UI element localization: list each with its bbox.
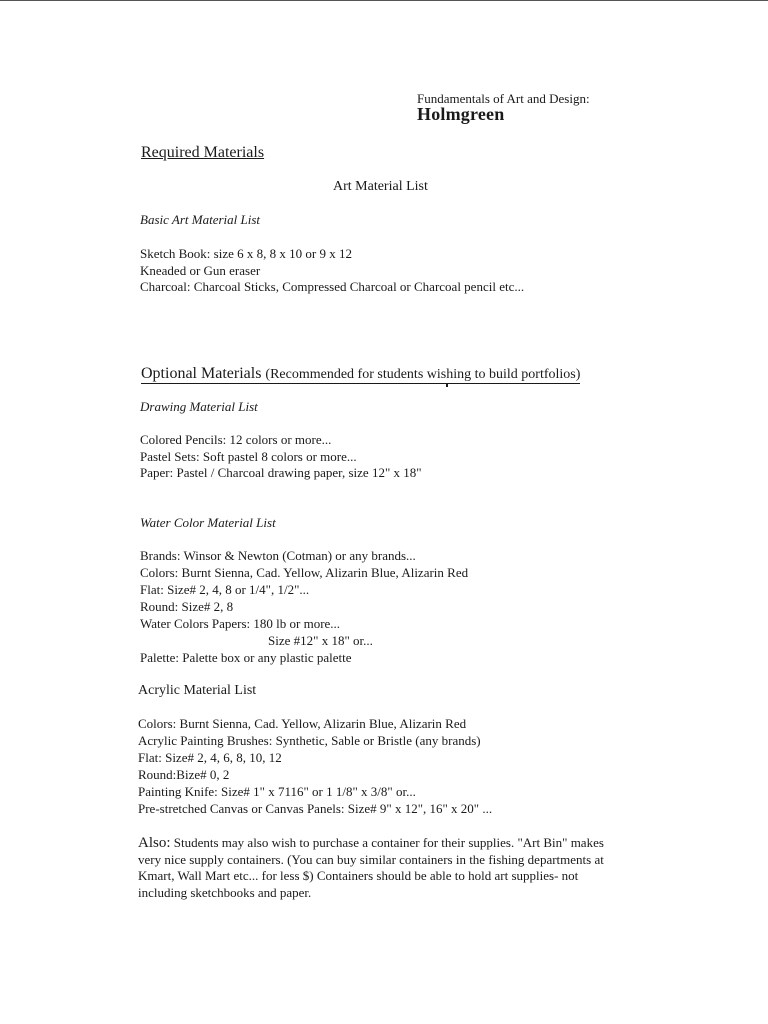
basic-list-heading: Basic Art Material List: [140, 212, 261, 227]
list-item: Round:Bize# 0, 2: [138, 767, 230, 782]
art-material-list-title: Art Material List: [333, 179, 428, 194]
stray-mark: [446, 384, 448, 387]
also-paragraph: [138, 835, 618, 901]
also-lead: Also:: [138, 835, 171, 851]
optional-title: Optional Materials: [141, 365, 262, 382]
list-item: Kneaded or Gun eraser: [140, 262, 261, 278]
list-item: Colors: Burnt Sienna, Cad. Yellow, Alizarin Blue, Alizarin Red: [140, 565, 469, 580]
list-item: Palette: Palette box or any plastic palette: [140, 650, 352, 665]
course-title: Fundamentals of Art and Design:: [417, 91, 590, 106]
instructor-name: Holmgreen: [417, 104, 505, 124]
optional-subtitle: (Recommended for students wishing to build portfolios): [265, 367, 581, 382]
required-materials-heading: Required Materials: [141, 144, 265, 161]
list-item: Painting Knife: Size# 1" x 7116" or 1 1/8" x 3/8" or...: [138, 784, 416, 799]
list-item: Colors: Burnt Sienna, Cad. Yellow, Alizarin Blue, Alizarin Red: [138, 716, 467, 731]
list-item: Water Colors Papers: 180 lb or more...: [140, 616, 341, 631]
list-item: Charcoal: Charcoal Sticks, Compressed Charcoal or Charcoal pencil etc...: [140, 279, 525, 294]
list-item: Round: Size# 2, 8: [140, 599, 234, 614]
list-item: Colored Pencils: 12 colors or more...: [140, 432, 332, 447]
list-item: Size #12" x 18" or...: [268, 633, 373, 648]
list-item: Sketch Book: size 6 x 8, 8 x 10 or 9 x 12: [140, 246, 352, 261]
watercolor-list-heading: Water Color Material List: [140, 515, 276, 530]
list-item: Flat: Size# 2, 4, 6, 8, 10, 12: [138, 750, 282, 765]
list-item: Flat: Size# 2, 4, 8 or 1/4", 1/2"...: [140, 582, 310, 597]
list-item: Brands: Winsor & Newton (Cotman) or any brands...: [140, 548, 416, 563]
optional-materials-heading: [141, 365, 580, 384]
list-item: Acrylic Painting Brushes: Synthetic, Sable or Bristle (any brands): [138, 733, 481, 748]
list-item: Paper: Pastel / Charcoal drawing paper, size 12" x 18": [140, 465, 422, 480]
drawing-list-heading: Drawing Material List: [140, 399, 258, 414]
page-top-border: [0, 0, 768, 1]
list-item: Pre-stretched Canvas or Canvas Panels: Size# 9" x 12", 16" x 20" ...: [138, 801, 493, 816]
acrylic-list-heading: Acrylic Material List: [138, 683, 257, 698]
also-text: Students may also wish to purchase a container for their supplies. "Art Bin" makes very nice supply containers. (You can buy similar containers in the fishing departments at Kmart, Wall Mart etc... for less $) Containers should be able to hold art supplies- not including sketchbooks and paper.: [138, 835, 604, 900]
list-item: Pastel Sets: Soft pastel 8 colors or more...: [140, 448, 357, 464]
